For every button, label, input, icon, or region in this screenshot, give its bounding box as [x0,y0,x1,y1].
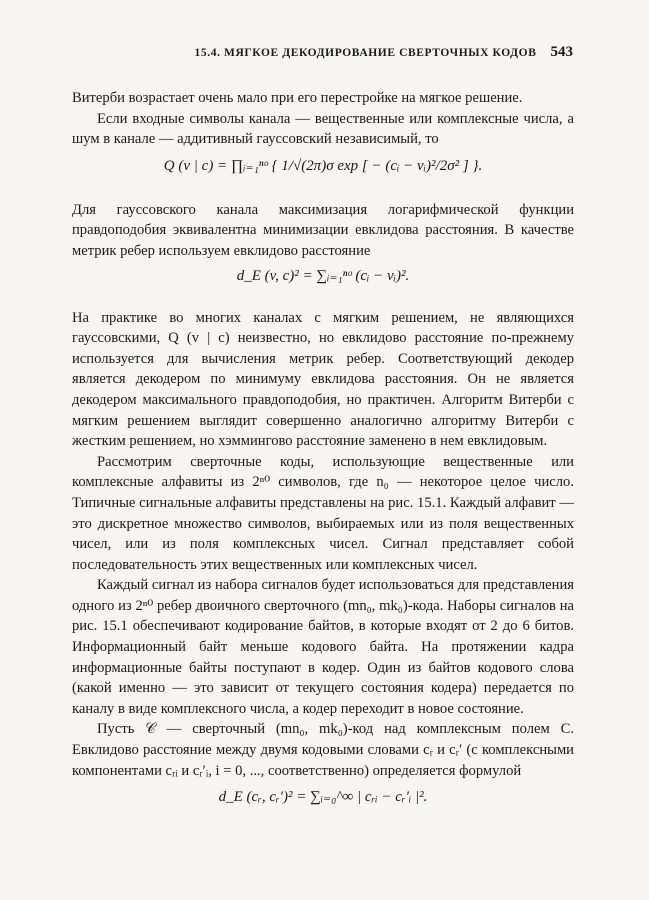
paragraph: Для гауссовского канала максимизация логарифмической функции правдоподобия эквивалентна минимизации евклидова расстояния. В качестве метрик ребер используем евклидово расстояние [72,201,574,259]
page-body [72,88,574,831]
running-header [72,44,573,61]
paragraph: На практике во многих каналах с мягким решением, не являющихся гауссовскими, Q (v | c) неизвестно, но евклидово расстояние по-прежнему используется для вычисления метрик ребер. Соответствующий декодер является декодером по минимуму евклидова расстояния. Он не является декодером максимального правдоподобия, но практичен. Алгоритм Витерби с мягким решением выглядит совершенно аналогично алгоритму Витерби с жестким решением, но хэммингово расстояние заменено в нем евклидовым. [72,309,574,450]
paragraph: Каждый сигнал из набора сигналов будет использоваться для представления одного из 2ⁿ⁰ ребер двоичного сверточного (mn₀, mk₀)-кода. Наборы сигналов на рис. 15.1 обеспечивают кодирование байтов, в которые входят от 2 до 6 битов. Информационный байт меньше кодового байта. На протяжении кадра информационные байты поступают в кодер. Один из байтов кодового слова (какой именно — это зависит от текущего состояния кодера) передается по каналу в виде комплексного числа, а кодер переходит в новое состояние. [72,577,574,717]
equation-codeword-distance: d_E (cᵣ, cᵣ′)² = ∑ᵢ₌₀^∞ | cᵣᵢ − cᵣ′ᵢ |². [218,789,428,806]
equation-likelihood: Q (v | c) = ∏ᵢ₌₁ⁿᵒ { 1/√(2π)σ exp [ − (cᵢ − vᵢ)²/2σ² ] }. [163,157,483,174]
paragraph: Рассмотрим сверточные коды, использующие вещественные или комплексные алфавиты из 2ⁿ⁰ символов, где n₀ — некоторое целое число. Типичные сигнальные алфавиты представлены на рис. 15.1. Каждый алфавит — это дискретное множество символов, выбираемых или из поля вещественных чисел, или из поля комплексных чисел. Сигнал представляет собой последовательность этих вещественных или комплексных чисел. [72,453,574,573]
paragraph: Витерби возрастает очень мало при его перестройке на мягкое решение. [72,90,523,106]
paragraph: Если входные символы канала — вещественные или комплексные числа, а шум в канале — аддитивный гауссовский независимый, то [72,110,574,148]
page-number: 543 [550,44,573,60]
section-title: 15.4. МЯГКОЕ ДЕКОДИРОВАНИЕ СВЕРТОЧНЫХ КОДОВ [194,47,537,59]
paragraph: Пусть 𝒞 — сверточный (mn₀, mk₀)-код над комплексным полем C. Евклидово расстояние между двумя кодовыми словами cᵣ и cᵣ′ (с комплексными компонентами cᵣᵢ и cᵣ′ᵢ, i = 0, ..., соответственно) определяется формулой [72,721,574,779]
equation-euclidean-metric: d_E (v, c)² = ∑ᵢ₌₁ⁿᵒ (cᵢ − vᵢ)². [236,267,410,284]
